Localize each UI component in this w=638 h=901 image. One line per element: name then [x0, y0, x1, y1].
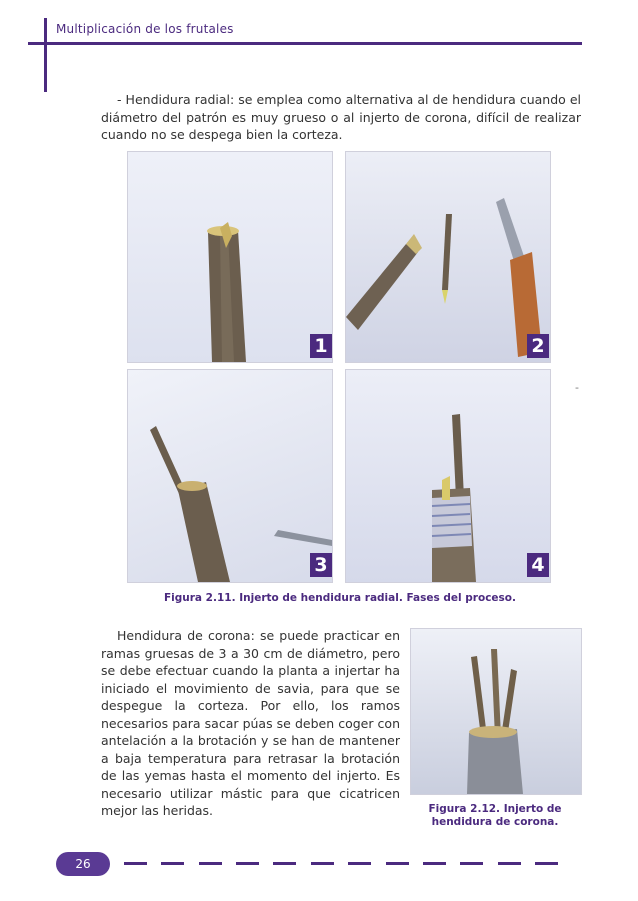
- paragraph-hendidura-radial-text: - Hendidura radial: se emplea como alternativa al de hendidura cuando el diámetro del patrón es muy grueso o al injerto de corona, difícil de realizar cuando no se despega bien la corteza.: [101, 92, 581, 142]
- panel-number-2: 2: [527, 334, 549, 358]
- header-title: Multiplicación de los frutales: [56, 22, 234, 36]
- panel-number-3: 3: [310, 553, 332, 577]
- figure-2-11-caption: Figura 2.11. Injerto de hendidura radial. Fases del proceso.: [163, 592, 517, 604]
- header-vertical-bar: [44, 18, 47, 92]
- page-number-pill: 26: [56, 852, 110, 876]
- paragraph-hendidura-radial: [101, 91, 581, 144]
- photo-step-4: [345, 369, 551, 583]
- photo-step-1: [127, 151, 333, 363]
- panel-number-1: 1: [310, 334, 332, 358]
- photo-step-2: [345, 151, 551, 363]
- photo-crown-graft: [410, 628, 582, 795]
- photo-step-3: [127, 369, 333, 583]
- footer-dashes: [124, 862, 558, 865]
- margin-mark: -: [575, 381, 579, 394]
- paragraph-hendidura-corona: [101, 627, 400, 820]
- figure-2-12-caption: Figura 2.12. Injerto de hendidura de corona.: [428, 803, 562, 828]
- panel-number-4: 4: [527, 553, 549, 577]
- paragraph-hendidura-corona-text: Hendidura de corona: se puede practicar en ramas gruesas de 3 a 30 cm de diámetro, pero se debe efectuar cuando la planta a injertar ha iniciado el movimiento de savia, para que se despegue la corteza. Por ello, los ramos necesarios para sacar púas se deben coger con antelación a la brotación y se han de mantener a baja temperatura para retrasar la brotación de las yemas hasta el momento del injerto. Es necesario utilizar mástic para que cicatricen mejor las heridas.: [101, 628, 400, 818]
- header-rule: [28, 42, 582, 45]
